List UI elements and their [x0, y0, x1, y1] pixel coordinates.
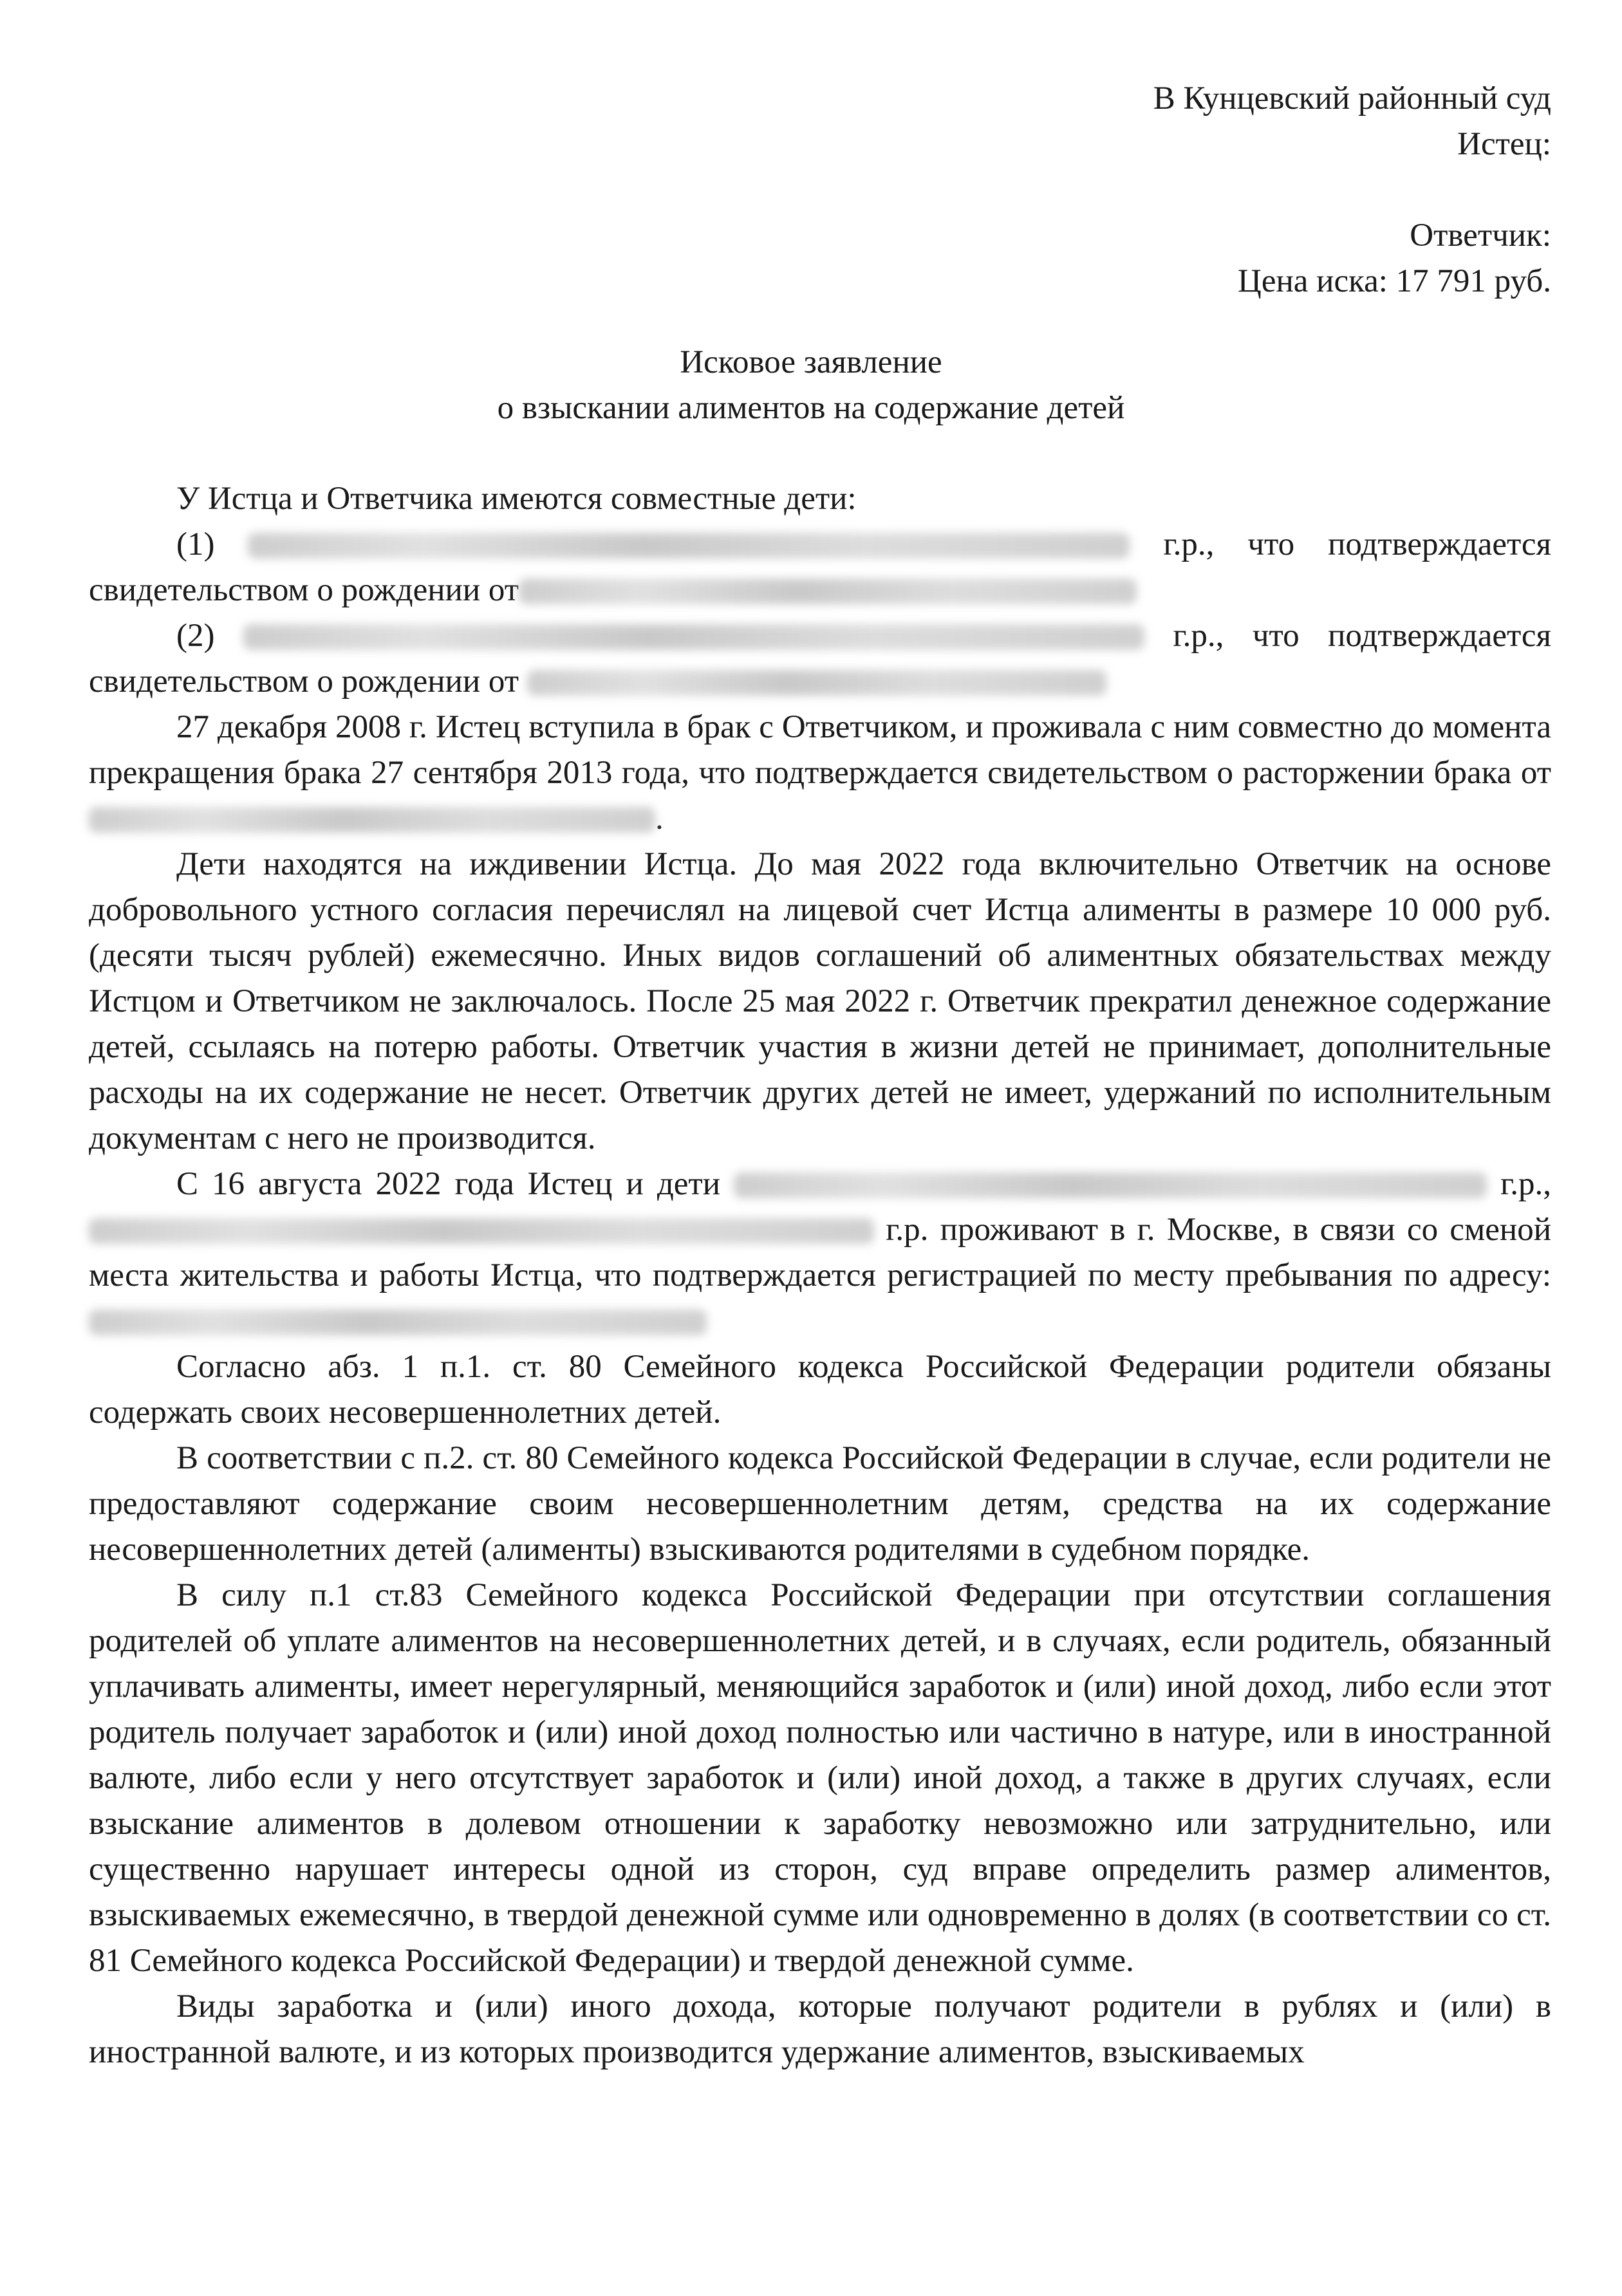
paragraph-article-80-1: Согласно абз. 1 п.1. ст. 80 Семейного кодекса Российской Федерации родители обязаны содержать своих несовершеннолетних детей.: [89, 1349, 1551, 1430]
paragraph-child-1: [89, 522, 1551, 568]
paragraph-article-80-2: В соответствии с п.2. ст. 80 Семейного кодекса Российской Федерации в случае, если родители не предоставляют содержание своим несовершеннолетним детям, средства на их содержание несовершеннолетних детей (алименты) взыскиваются родителями в судебном порядке.: [89, 1440, 1551, 1568]
relocation-text-a: С 16 августа 2022 года Истец и дети: [176, 1166, 720, 1202]
redacted-child-1-name: [248, 533, 1130, 559]
header-block: [1153, 76, 1551, 304]
redacted-child-2-cert: [527, 670, 1106, 696]
redacted-relocation-child-2: [89, 1218, 874, 1244]
defendant-label: Ответчик:: [1410, 218, 1551, 254]
title-line-1: Исковое заявление: [680, 344, 942, 380]
child-2-text: г.р., что подтверждается: [1173, 618, 1552, 654]
title-line-2: о взыскании алиментов на содержание детей: [497, 390, 1125, 426]
relocation-text-c: г.р. проживают в г. Москве, в связи со сменой места жительства и работы Истца, что подтверждается регистрацией по месту пребывания по адресу:: [89, 1212, 1552, 1293]
paragraph-children-intro: У Истца и Ответчика имеются совместные дети:: [176, 481, 857, 517]
paragraph-marriage: [89, 705, 1551, 842]
child-2-number: (2): [176, 618, 215, 654]
paragraph-article-83: В силу п.1 ст.83 Семейного кодекса Российской Федерации при отсутствии соглашения родителей об уплате алиментов на несовершеннолетних детей, и в случаях, если родитель, обязанный уплачивать алименты, имеет нерегулярный, меняющийся заработок и (или) иной доход, либо если этот родитель получает заработок и (или) иной доход полностью или частично в натуре, или в иностранной валюте, либо если у него отсутствует заработок и (или) иной доход, а также в других случаях, если взыскание алиментов в долевом отношении к заработку невозможно или затруднительно, или существенно нарушает интересы одной из сторон, суд вправе определить размер алиментов, взыскиваемых ежемесячно, в твердой денежной сумме или одновременно в долях (в соответствии со ст. 81 Семейного кодекса Российской Федерации) и твердой денежной сумме.: [89, 1577, 1551, 1979]
redacted-child-1-cert: [519, 579, 1137, 604]
child-1-number: (1): [176, 526, 215, 562]
paragraph-child-2-cert: [89, 659, 1551, 705]
redacted-address: [89, 1310, 707, 1335]
claim-price: Цена иска: 17 791 руб.: [1238, 263, 1551, 299]
redacted-relocation-child-1: [734, 1172, 1487, 1198]
redacted-child-2-name: [243, 624, 1144, 650]
relocation-text-b: г.р.,: [1500, 1166, 1552, 1202]
paragraph-child-2: [89, 613, 1551, 659]
paragraph-relocation: [89, 1162, 1551, 1344]
paragraph-income-types: Виды заработка и (или) иного дохода, которые получают родители в рублях и (или) в иностранной валюте, и из которых производится удержание алиментов, взыскиваемых: [89, 1988, 1551, 2070]
document-title: [0, 340, 1622, 431]
redacted-divorce-cert: [89, 807, 655, 833]
child-1-cert-text: свидетельством о рождении от: [89, 572, 519, 608]
marriage-end: .: [655, 801, 664, 837]
court-name: В Кунцевский районный суд: [1153, 80, 1551, 116]
paragraph-dependents: Дети находятся на иждивении Истца. До мая 2022 года включительно Ответчик на основе добровольного устного согласия перечислял на лицевой счет Истца алименты в размере 10 000 руб. (десяти тысяч рублей) ежемесячно. Иных видов соглашений об алиментных обязательствах между Истцом и Ответчиком не заключалось. После 25 мая 2022 г. Ответчик прекратил денежное содержание детей, ссылаясь на потерю работы. Ответчик участия в жизни детей не принимает, дополнительные расходы на их содержание не несет. Ответчик других детей не имеет, удержаний по исполнительным документам с него не производится.: [89, 846, 1551, 1156]
child-2-cert-text: свидетельством о рождении от: [89, 663, 519, 699]
child-1-text: г.р., что подтверждается: [1163, 526, 1552, 562]
document-body: [89, 476, 1551, 2075]
paragraph-child-1-cert: [89, 568, 1551, 613]
marriage-text: 27 декабря 2008 г. Истец вступила в брак с Ответчиком, и проживала с ним совместно до момента прекращения брака 27 сентября 2013 года, что подтверждается свидетельством о расторжении брака от: [89, 709, 1551, 791]
plaintiff-label: Истец:: [1457, 126, 1551, 162]
